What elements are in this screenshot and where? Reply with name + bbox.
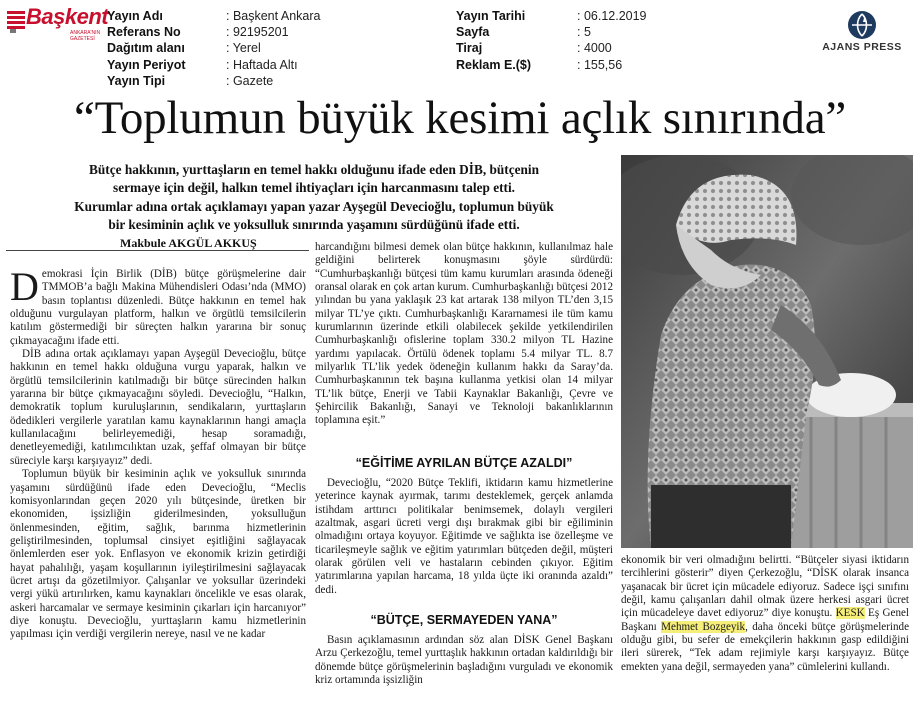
meta-label: Yayın Tipi (107, 73, 166, 88)
meta-label: Referans No (107, 25, 181, 40)
meta-label: Yayın Tarihi (456, 9, 526, 23)
logo-stripes-icon (6, 8, 28, 34)
meta-label: Yayın Periyot (107, 57, 186, 72)
article-column-2-part-3 (315, 634, 613, 687)
article-column-2 (315, 241, 613, 453)
paragraph-text: Eş Genel Başkanı (621, 607, 910, 633)
article-column-2-part-2 (315, 477, 613, 597)
meta-row (107, 57, 321, 73)
paragraph-text: emokrasi İçin Birlik (DİB) bütçe görüşmelerine dair TMMOB’a bağlı Makina Mühendisleri Odası’nda (MMO) basın toplantısı düzenledi. Bütçe hakkının en temel hak olduğunu vurgulayan platform, halkın ve örgütlü temsilcilerin katılım göstermediği bir süreçten halkın yararına bir sonuç çıkmayacağını ifade etti. (10, 268, 306, 347)
publication-meta-left (107, 8, 321, 89)
paragraph: harcandığını bilmesi demek olan bütçe hakkının, kullanılmaz hale geldiğini belirterek konuşmasını şöyle sürdürdü: “Cumhurbaşkanlığı bütçesi tüm kamu kurumları arasında ödeneği oransal olarak en çok artan kurum. Cumhurbaşkanlığı bütçesi 2012 yılından bu yana yaklaşık 23 kat artarak 138 milyon TL’den 3,15 milyar TL’ye çıktı. Cumhurbaşkanlığı Kararnamesi ile tüm kamu kurumlarının üzerinde etkili olabilecek şekilde yetkilendirilen Cumhurbaşkanlığı ofislerine toplam 330.2 milyon TL Hazine yardımı yapılacak. Örtülü ödenek toplamı 5.4 milyar TL. 8.7 milyarlık TL’lik yedek ödeneğin kullanım hakkı da Saray’da. Cumhurbaşkanının tek başına kullanma yetkisi olan 14 milyar TL’lik bütçe, Enerji ve Tabii Kaynaklar Bakanlığı, Çevre ve Şehircilik Bakanlığı, Sanayi ve Teknoloji bakanlıklarının toplamına eşit.” (315, 241, 613, 427)
spot-line: bir kesiminin açlık ve yoksulluk sınırında yaşamını sürdüğünü ifade etti. (108, 216, 520, 232)
article-photo (621, 155, 913, 548)
meta-value: : 06.12.2019 (577, 9, 647, 23)
agency-name: AJANS PRESS (822, 41, 902, 53)
agency-globe-icon (847, 10, 877, 40)
meta-row (456, 8, 647, 24)
spot-line: Kurumlar adına ortak açıklamayı yapan yazar Ayşegül Devecioğlu, toplumun büyük (74, 198, 554, 214)
meta-value: : 5 (577, 25, 591, 40)
highlighted-term: Mehmet Bozgeyik (661, 620, 746, 633)
meta-row (456, 40, 647, 56)
publication-meta-right (456, 8, 647, 73)
article-column-3 (621, 554, 909, 674)
meta-row (456, 24, 647, 40)
meta-label: Tiraj (456, 41, 483, 56)
meta-label: Reklam E.($) (456, 57, 532, 72)
byline-divider (6, 250, 309, 251)
spot-line: sermaye için değil, halkın temel ihtiyaçları için harcanmasını talep etti. (113, 180, 515, 196)
meta-value: : Gazete (226, 73, 274, 88)
meta-row (107, 40, 321, 56)
meta-value: : 4000 (577, 41, 612, 56)
meta-label: Sayfa (456, 25, 490, 40)
elderly-woman-trash-bin-image (621, 155, 913, 548)
paragraph (621, 554, 909, 674)
meta-value: : 92195201 (226, 25, 289, 40)
agency-logo (812, 10, 912, 53)
paragraph: Devecioğlu, “2020 Bütçe Teklifi, iktidarın kamu hizmetlerine yeterince kaynak ayırmak, tarımı desteklemek, gerçek anlamda istihdam arttırıcı politikalar benimsemek, dolaylı vergileri azaltmak, asgari ücreti vergi dışı bırakmak gibi bir eğiliminin olmadığını ortaya koyuyor. Eğitimde ve sağlıkta ise özelleşme ve ticarileşmeyle sağlık ve eğitim yatırımları bütçeden değil, müşteri olarak görülen veli ve hastaların cebinden çıkıyor. Eğitim yatırımlarına yapılan harcama, 18 yılda üçte iki oranında azaldı” dedi. (315, 477, 613, 596)
meta-label: Dağıtım alanı (107, 41, 185, 56)
meta-row (456, 57, 647, 73)
article-headline: “Toplumun büyük kesimi açlık sınırında” (73, 92, 847, 144)
paragraph-text: ekonomik bir veri olmadığını belirtti. “Bütçeler siyasi iktidarın tercihlerini gösterir” diyen Çerkezoğlu, “DİSK olarak insanca yaşanacak bir ücret için mücadele ediyoruz. Sadece işçi sınıfını değil, kamu çalışanları dahil olmak üzere herkesi asgari ücret için mücadeleye davet ediyoruz” diye konuştu. (621, 554, 909, 620)
subheading: “EĞİTİME AYRILAN BÜTÇE AZALDI” (355, 456, 573, 470)
paragraph: DİB adına ortak açıklamayı yapan Ayşegül Devecioğlu, bütçe hakkının en temel hakkı olduğuna vurgu yaparak, halkın ve örgütlü temsilcilerinin katılmadığı bir bütçe sürecinden halkın yararına bir bütçe çıkmayacağını söyledi. Devecioğlu, “Halkın, demokratik toplum kuruluşlarının, sendikaların, yurttaşların ödedikleri vergilerle yaratılan kamu kaynaklarının hangi amaçla kullanılacağını belirleyemediği, hesap soramadığı, denetleyemediği, katılımcılıktan uzak, şeffaf olmayan bir bütçe süreciyle karşı karşıyayız” dedi. (10, 348, 306, 467)
logo-subtitle: ANKARA'NIN GAZETESİ (70, 30, 101, 42)
meta-value: : Başkent Ankara (226, 9, 321, 23)
article-spot (20, 161, 608, 234)
newspaper-logo (6, 4, 109, 42)
meta-label: Yayın Adı (107, 9, 163, 23)
meta-value: : Yerel (226, 41, 261, 56)
logo-text: Başkent (26, 4, 109, 29)
meta-row (107, 24, 321, 40)
meta-row (107, 73, 321, 89)
paragraph: Toplumun büyük bir kesiminin açlık ve yoksulluk sınırında yaşamını sürdüğünü ifade eden Devecioğlu, “Meclis komisyonlarından geçen 2020 yılı bütçesinde, üretken bir ekonomiden, işsizliğin giderilmesinden, yoksulluğun önlenmesinden, eğitim, sağlık, barınma hizmetlerinin geliştirilmesinden, toplumsal cinsiyet eşitliğini sağlayacak önlemlerden eser yok. Enflasyon ve ekonomik krizin getirdiği hayat pahalılığı, yaşam koşullarının iyileştirilmesini sağlayacak ücret artışı da gözetilmiyor. Çalışanlar ve yoksullar üzerindeki vergi yükü artırılırken, kamu kaynakları öncelikle ve esas olarak, askeri harcamalar ve sermaye kesiminin çıkarları için harcanıyor” diye konuştu. Devecioğlu, yurttaşların kamu hizmetlerinin yapılması için verdiği vergilerin nereye, nasıl ve ne kadar (10, 468, 306, 641)
paragraph (10, 264, 306, 348)
paragraph-text: , daha önceki bütçe görüşmelerinde olduğu gibi, bu sefer de emekçilerin hakkının gasp edildiğini ileri sürerek, “Tek adam rejimiyle karşı karşıyayız. Bütçe emekten yana değil, sermayeden yana” cümlelerini kullandı. (621, 620, 910, 673)
byline: Makbule AKGÜL AKKUŞ (120, 236, 257, 250)
drop-cap: D (10, 264, 39, 309)
meta-value: : 155,56 (577, 57, 623, 72)
article-column-1 (10, 264, 306, 642)
meta-value: : Haftada Altı (226, 57, 298, 72)
subheading: “BÜTÇE, SERMAYEDEN YANA” (370, 613, 558, 627)
paragraph: Basın açıklamasının ardından söz alan DİSK Genel Başkanı Arzu Çerkezoğlu, temel yurttaşlık hakkının ortadan kaldırıldığı bir dönemde bütçe görüşmelerinin başladığını vurguladı ve ekonomik kriz ortamında işsizliğin (315, 634, 613, 687)
spot-line: Bütçe hakkının, yurttaşların en temel hakkı olduğunu ifade eden DİB, bütçenin (89, 162, 539, 177)
highlighted-term: KESK (835, 607, 865, 620)
meta-row (107, 8, 321, 24)
